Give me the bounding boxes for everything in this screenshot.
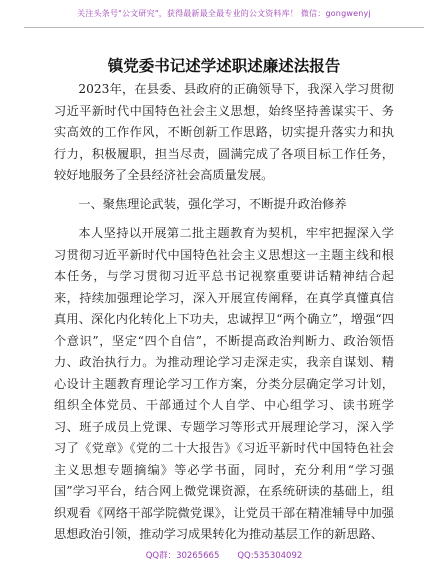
document-body [54, 79, 394, 546]
intro-paragraph: 2023年，在县委、县政府的正确领导下，我深入学习贯彻习近平新时代中国特色社会主义思想，始终坚持善谋实干、务实高效的工作作风，不断创新工作思路，切实提升落实力和执行力，积极履职，担当尽责，圆满完成了各项目标工作任务，较好地服务了全县经济社会高质量发展。 [54, 82, 394, 182]
section-paragraph: 本人坚持以开展第二批主题教育为契机，牢牢把握深入学习贯彻习近平新时代中国特色社会主义思想这一主题主线和根本任务，与学习贯彻习近平总书记视察重要讲话精神结合起来，持续加强理论学习，深入开展宣传阐释，在真学真懂真信真用、深化内化转化上下功夫，忠诚捍卫“两个确立”，增强“四个意识”，坚定“四个自信”，不断提高政治判断力、政治领悟力、政治执行力。为推动理论学习走深走实，我亲自谋划、精心设计主题教育理论学习工作方案，分类分层确定学习计划，组织全体党员、干部通过个人自学、中心组学习、读书班学习、班子成员上党课、专题学习等形式开展理论学习，深入学习了《党章》《党的二十大报告》《习近平新时代中国特色社会主义思想专题摘编》等必学书面，同时，充分利用“学习强国”学习平台，结合网上微党课资源，在系统研读的基础上，组织观看《网络干部学院微党课》，让党员干部在精准辅导中加强思想政治引领，推动学习成果转化为推动基层工作的新思路、 [54, 226, 394, 541]
header-divider [24, 27, 424, 28]
qq-group-text: QQ群：30265665 [145, 551, 220, 561]
section-heading: 一、聚焦理论武装，强化学习，不断提升政治修养 [78, 196, 347, 211]
document-title: 镇党委书记述学述职述廉述法报告 [107, 56, 341, 75]
promo-banner: 关注头条号"公文研究"，获得最新最全最专业的公文资料库！ 微信：gongwenyj [77, 9, 371, 18]
contact-footer [0, 549, 448, 561]
qq-text: QQ:535304092 [237, 551, 303, 561]
